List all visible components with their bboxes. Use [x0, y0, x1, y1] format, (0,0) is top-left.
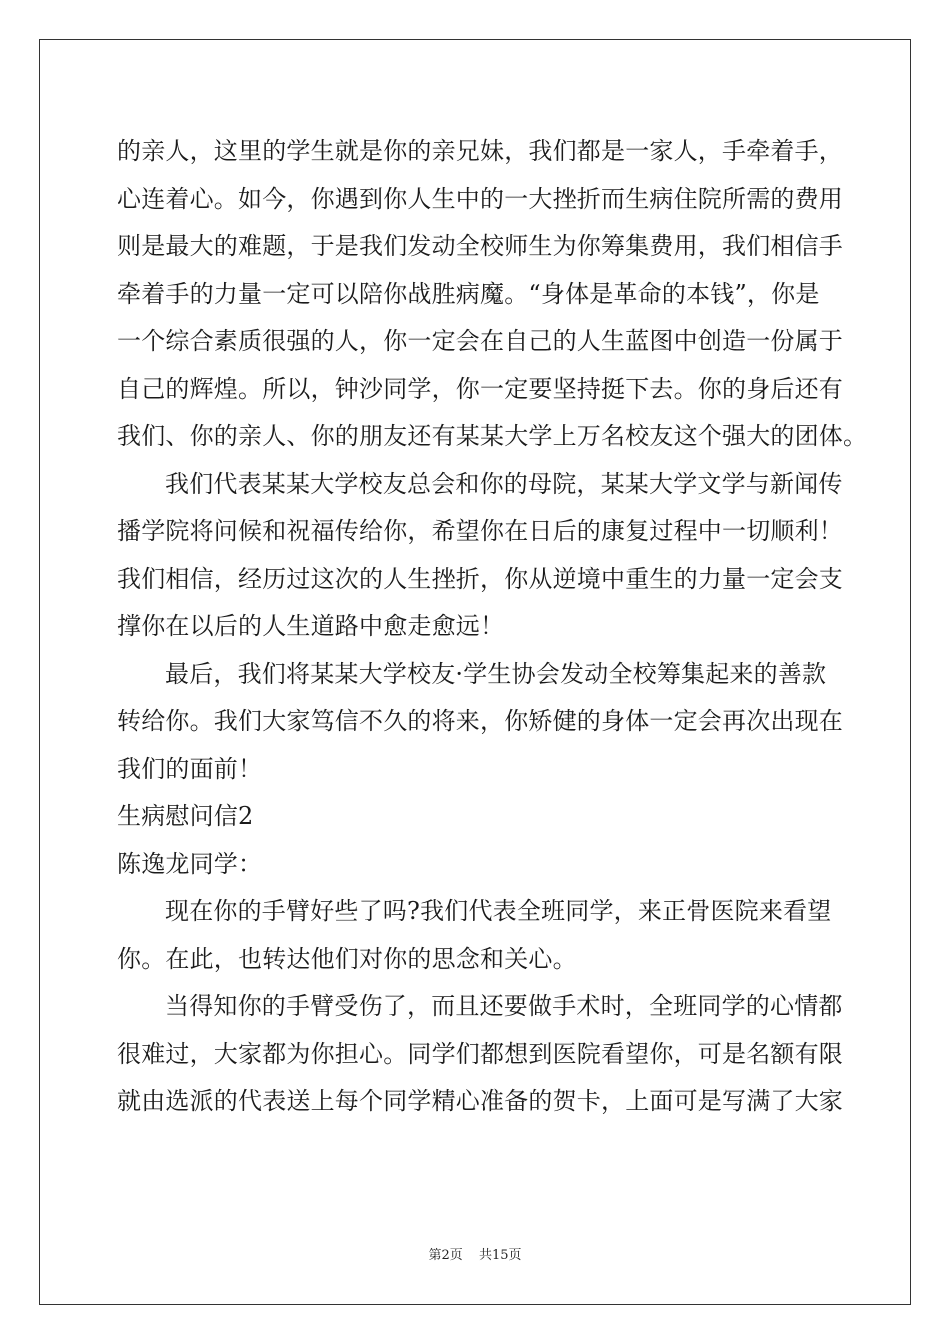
- text-line: 的亲人，这里的学生就是你的亲兄妹，我们都是一家人，手牵着手，: [117, 137, 843, 165]
- text-line: 自己的辉煌。所以，钟沙同学，你一定要坚持挺下去。你的身后还有: [117, 374, 843, 403]
- text-line: 现在你的手臂好些了吗?我们代表全班同学，来正骨医院来看望: [165, 897, 832, 925]
- page-total: 共15页: [478, 1248, 522, 1263]
- text-line: 我们的面前！: [117, 754, 263, 783]
- text-line: 撑你在以后的人生道路中愈走愈远！: [117, 612, 505, 640]
- text-line: 我们相信，经历过这次的人生挫折，你从逆境中重生的力量一定会支: [117, 564, 843, 593]
- text-line: 我们、你的亲人、你的朋友还有某某大学上万名校友这个强大的团体。: [117, 422, 868, 450]
- text-line: 最后，我们将某某大学校友·学生协会发动全校筹集起来的善款: [165, 659, 827, 688]
- text-line: 则是最大的难题，于是我们发动全校师生为你筹集费用，我们相信手: [117, 232, 843, 260]
- text-line: 一个综合素质很强的人，你一定会在自己的人生蓝图中创造一份属于: [117, 327, 843, 355]
- text-line: 你。在此，也转达他们对你的思念和关心。: [117, 944, 577, 973]
- section-title: 生病慰问信2: [117, 802, 254, 830]
- text-line: 转给你。我们大家笃信不久的将来，你矫健的身体一定会再次出现在: [117, 707, 843, 735]
- document-body: [117, 128, 868, 1126]
- text-line: 播学院将问候和祝福传给你，希望你在日后的康复过程中一切顺利！: [117, 517, 843, 545]
- salutation: 陈逸龙同学：: [117, 849, 263, 878]
- text-line: 我们代表某某大学校友总会和你的母院，某某大学文学与新闻传: [165, 469, 843, 498]
- page-footer: [0, 1244, 950, 1263]
- text-line: 当得知你的手臂受伤了，而且还要做手术时，全班同学的心情都: [165, 992, 843, 1020]
- text-line: 牵着手的力量一定可以陪你战胜病魔。“身体是革命的本钱”，你是: [117, 279, 820, 308]
- text-line: 心连着心。如今，你遇到你人生中的一大挫折而生病住院所需的费用: [117, 184, 843, 213]
- text-line: 就由选派的代表送上每个同学精心准备的贺卡，上面可是写满了大家: [117, 1087, 843, 1115]
- text-line: 很难过，大家都为你担心。同学们都想到医院看望你，可是名额有限: [117, 1039, 843, 1068]
- page-number: 第2页: [428, 1248, 463, 1263]
